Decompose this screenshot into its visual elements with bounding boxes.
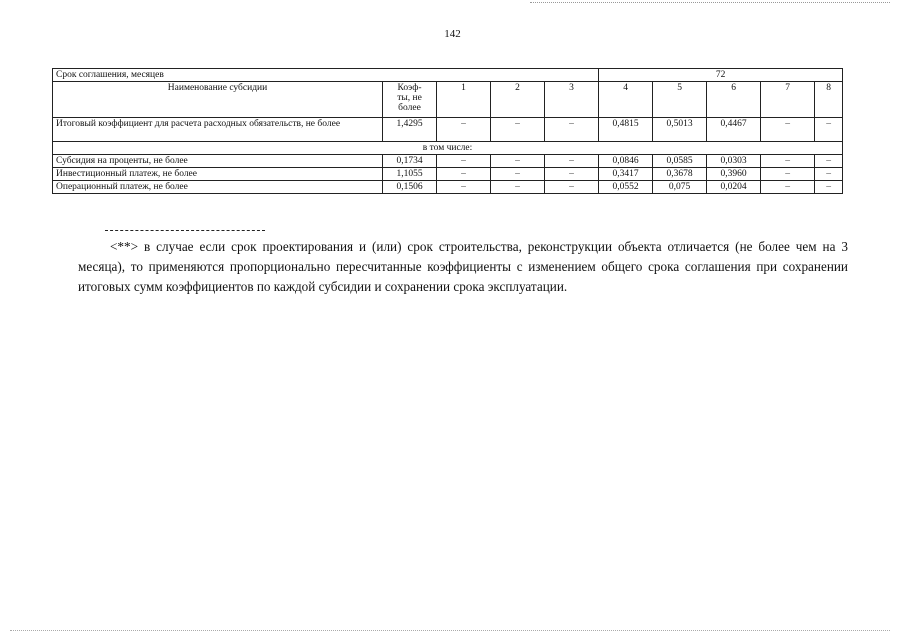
row-value: 0,0846 [599, 155, 653, 168]
row-value: – [545, 168, 599, 181]
total-row-name: Итоговый коэффициент для расчета расходных обязательств, не более [53, 118, 383, 142]
page-number: 142 [444, 28, 461, 40]
total-row-value: – [545, 118, 599, 142]
row-name: Субсидия на проценты, не более [53, 155, 383, 168]
month-header: 3 [545, 82, 599, 118]
row-value: – [815, 181, 843, 194]
including-row [53, 142, 843, 155]
month-header: 2 [491, 82, 545, 118]
row-coef: 1,1055 [383, 168, 437, 181]
total-row-value: – [437, 118, 491, 142]
row-name: Операционный платеж, не более [53, 181, 383, 194]
row-value: 0,3960 [707, 168, 761, 181]
total-row-value: – [491, 118, 545, 142]
row-value: – [815, 155, 843, 168]
footnote-text: <**> в случае если срок проектирования и (или) срок строительства, реконструкции объекта отличается (не более чем на 3 месяца), то применяются пропорционально пересчитанные коэффициенты с изменением общего срока соглашения при сохранении итоговых сумм коэффициентов по каждой субсидии и сохранении срока эксплуатации. [78, 239, 848, 294]
total-row-value: 0,4467 [707, 118, 761, 142]
total-row-value: – [761, 118, 815, 142]
top-scan-edge [530, 2, 890, 3]
term-row [53, 69, 843, 82]
row-value: 0,075 [653, 181, 707, 194]
row-value: – [815, 168, 843, 181]
row-value: – [761, 168, 815, 181]
row-value: – [491, 181, 545, 194]
row-value: – [437, 181, 491, 194]
bottom-scan-edge [10, 630, 890, 631]
term-label: Срок соглашения, месяцев [53, 69, 599, 82]
month-header: 6 [707, 82, 761, 118]
total-row-value: 0,5013 [653, 118, 707, 142]
including-label: в том числе: [53, 142, 843, 155]
header-row [53, 82, 843, 118]
row-coef: 0,1734 [383, 155, 437, 168]
month-header: 1 [437, 82, 491, 118]
table-row [53, 168, 843, 181]
month-header: 4 [599, 82, 653, 118]
row-value: 0,0552 [599, 181, 653, 194]
total-row-coef: 1,4295 [383, 118, 437, 142]
row-value: – [437, 155, 491, 168]
total-row [53, 118, 843, 142]
row-value: 0,0585 [653, 155, 707, 168]
row-value: 0,0204 [707, 181, 761, 194]
total-row-value: 0,4815 [599, 118, 653, 142]
row-value: – [761, 181, 815, 194]
row-value: 0,3417 [599, 168, 653, 181]
month-header: 5 [653, 82, 707, 118]
total-row-value: – [815, 118, 843, 142]
table-row [53, 181, 843, 194]
term-value: 72 [599, 69, 843, 82]
row-coef: 0,1506 [383, 181, 437, 194]
row-value: – [437, 168, 491, 181]
month-header: 7 [761, 82, 815, 118]
row-value: – [491, 155, 545, 168]
row-value: 0,0303 [707, 155, 761, 168]
name-header: Наименование субсидии [53, 82, 383, 118]
row-value: – [545, 155, 599, 168]
subsidy-coefficient-table [52, 68, 843, 194]
row-name: Инвестиционный платеж, не более [53, 168, 383, 181]
coef-header: Коэф- ты, не более [383, 82, 437, 118]
table-row [53, 155, 843, 168]
month-header: 8 [815, 82, 843, 118]
row-value: – [491, 168, 545, 181]
row-value: 0,3678 [653, 168, 707, 181]
row-value: – [545, 181, 599, 194]
row-value: – [761, 155, 815, 168]
footnote-separator [105, 230, 265, 231]
